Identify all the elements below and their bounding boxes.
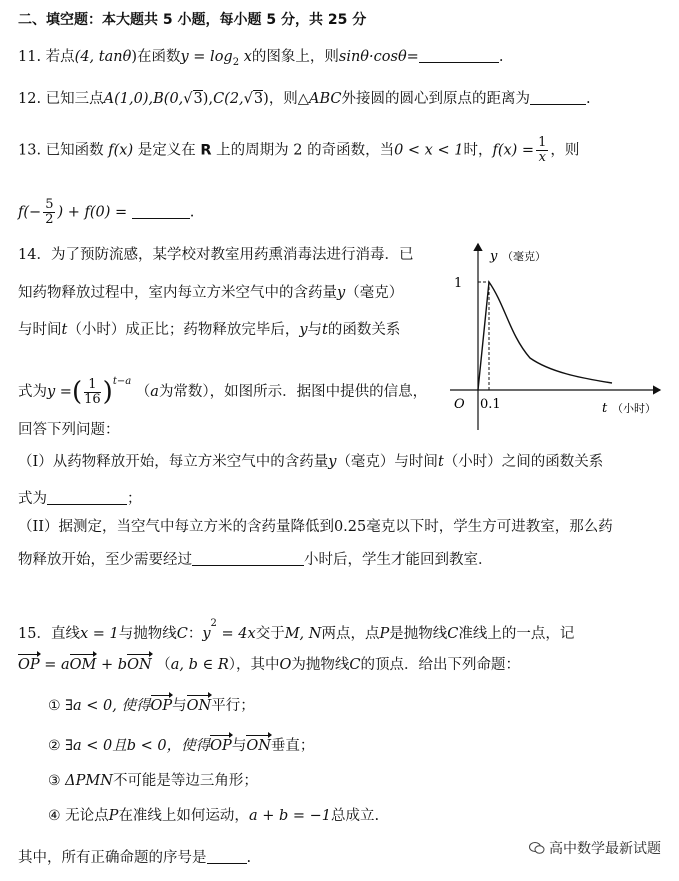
section-title: 二、填空题：本大题共 5 小题，每小题 5 分，共 25 分: [18, 12, 367, 28]
question-13: [18, 136, 579, 165]
q14-line-1: 14．为了预防流感，某学校对教室用药熏消毒法进行消毒．已: [18, 247, 414, 263]
q14-fraction: $\frac{1}{16}$: [84, 376, 101, 407]
q14-line-9: 物释放开始，至少需要经过 小时后，学生才能回到教室．: [18, 552, 493, 568]
q15-final: 其中，所有正确命题的序号是 .: [18, 850, 252, 866]
q13-fraction: $\frac{1}{x}$: [538, 135, 547, 165]
q11-answer-blank[interactable]: [419, 48, 499, 63]
q12-text-b: ，则△: [268, 91, 309, 107]
q11-log-base: 2: [232, 57, 240, 68]
q15-answer-blank[interactable]: [207, 849, 247, 864]
q13-condition: 0 < x < 1: [394, 142, 464, 159]
q11-text-a: 若点: [45, 49, 75, 65]
q14-line-6: （I）从药物释放开始，每立方米空气中的含药量y（毫克）与时间t（小时）之间的函数关系: [18, 454, 604, 470]
q12-text-a: 已知三点: [45, 91, 104, 107]
q15-line-2: OP = aOM + bON （a, b ∈ R），其中O为抛物线C的顶点．给出下列命题：: [18, 657, 521, 673]
vector-om: OM: [69, 657, 97, 673]
q15-item-3: ③ ΔPMN不可能是等边三角形；: [48, 773, 258, 789]
watermark: [529, 838, 661, 858]
q13-text-a: 已知函数: [45, 142, 104, 159]
q14-line-5: 回答下列问题：: [18, 422, 120, 438]
q15-line-1: 15．直线x = 1与抛物线C：$y^2 = 4x$交于M, N两点，点P是抛物线C准线上的一点，记: [18, 618, 575, 642]
watermark-text: 高中数学最新试题: [549, 841, 661, 857]
t-axis-unit: （小时）: [612, 402, 656, 415]
question-11: 11. 若点(4, tanθ)在函数$y = \log_2 x$的图象上，则sinθ·cosθ= .: [18, 49, 504, 68]
q14-line-2: 知药物释放过程中，室内每立方米空气中的含药量y（毫克）: [18, 285, 404, 301]
q15-item-2: ② ∃a < 0且b < 0，使得OP与ON垂直；: [48, 738, 315, 754]
vector-op: OP: [18, 657, 40, 673]
q15-item-4: ④ 无论点P在准线上如何运动，a + b = −1总成立.: [48, 808, 380, 824]
q11-number: 11.: [18, 49, 42, 65]
q13-fraction-2: $\frac{5}{2}$: [45, 197, 54, 227]
q11-func: y = log: [180, 49, 233, 65]
q12-sqrt-c: 3: [253, 91, 264, 107]
q12-point-a: A(1,0),: [103, 91, 154, 107]
q12-number: 12.: [18, 91, 42, 107]
q11-point: (4, tan: [74, 49, 123, 65]
q11-expr: sinθ·cosθ=: [338, 49, 419, 65]
q13-real-set: R: [200, 142, 212, 159]
origin-label: O: [454, 397, 465, 412]
q11-text-b: )在函数: [131, 49, 181, 65]
vector-on: ON: [127, 657, 152, 673]
q14-line-7: 式为 ；: [18, 491, 142, 507]
q13-answer-blank[interactable]: [132, 204, 190, 219]
q11-var: x: [243, 49, 252, 65]
q13-number: 13.: [18, 142, 42, 159]
tick-x-0.1: 0.1: [480, 397, 501, 412]
drug-concentration-graph: [450, 240, 665, 430]
q12-answer-blank[interactable]: [530, 90, 586, 105]
y-axis-label: y: [490, 249, 498, 264]
t-axis-label: t: [602, 401, 608, 416]
q13-text-b: 是定义在: [137, 142, 196, 159]
q13-fx: f(x): [108, 142, 134, 159]
q14-line-4: 式为y =( $\frac{1}{16}$ )$^{t-a}$ （a为常数），如图所示．据图中提供的信息，: [18, 376, 428, 407]
q11-text-c: 的图象上，则: [251, 49, 339, 65]
q13-text-d: 时，: [463, 142, 493, 159]
q13-line2-b: ) + f(0) =: [57, 204, 128, 221]
concentration-curve: [478, 282, 612, 390]
q13-text-c: 上的周期为 2 的奇函数，当: [216, 142, 395, 159]
question-13-line2: f(− $\frac{5}{2}$ ) + f(0) = .: [18, 197, 195, 227]
q12-point-c: C(2,: [213, 91, 244, 107]
q12-text-c: 外接圆的圆心到原点的距离为: [341, 91, 530, 107]
q13-text-e: ，则: [550, 142, 580, 159]
q14-line-3: 与时间t（小时）成正比；药物释放完毕后，y与t的函数关系: [18, 322, 401, 338]
question-12: 12. 已知三点A(1,0),B(0,√3),C(2,√3)，则△ABC外接圆的圆心到原点的距离为 .: [18, 91, 591, 107]
q14-line-8: （II）据测定，当空气中每立方米的含药量降低到0.25毫克以下时，学生方可进教室，那么药: [18, 519, 613, 535]
tick-y-1: 1: [454, 276, 463, 291]
q14-answer-blank-2[interactable]: [192, 551, 304, 566]
q15-item-1: ① ∃a < 0, 使得OP与ON平行；: [48, 698, 255, 714]
wechat-icon: [529, 841, 545, 855]
q13-line2-a: f(−: [18, 204, 42, 221]
q13-fx2: f(x) =: [492, 142, 535, 159]
q12-triangle: ABC: [308, 91, 342, 107]
y-axis-unit: （毫克）: [502, 250, 546, 263]
q12-point-b: B(0,: [153, 91, 184, 107]
q14-answer-blank-1[interactable]: [47, 490, 127, 505]
q12-sqrt-b: 3: [193, 91, 203, 107]
